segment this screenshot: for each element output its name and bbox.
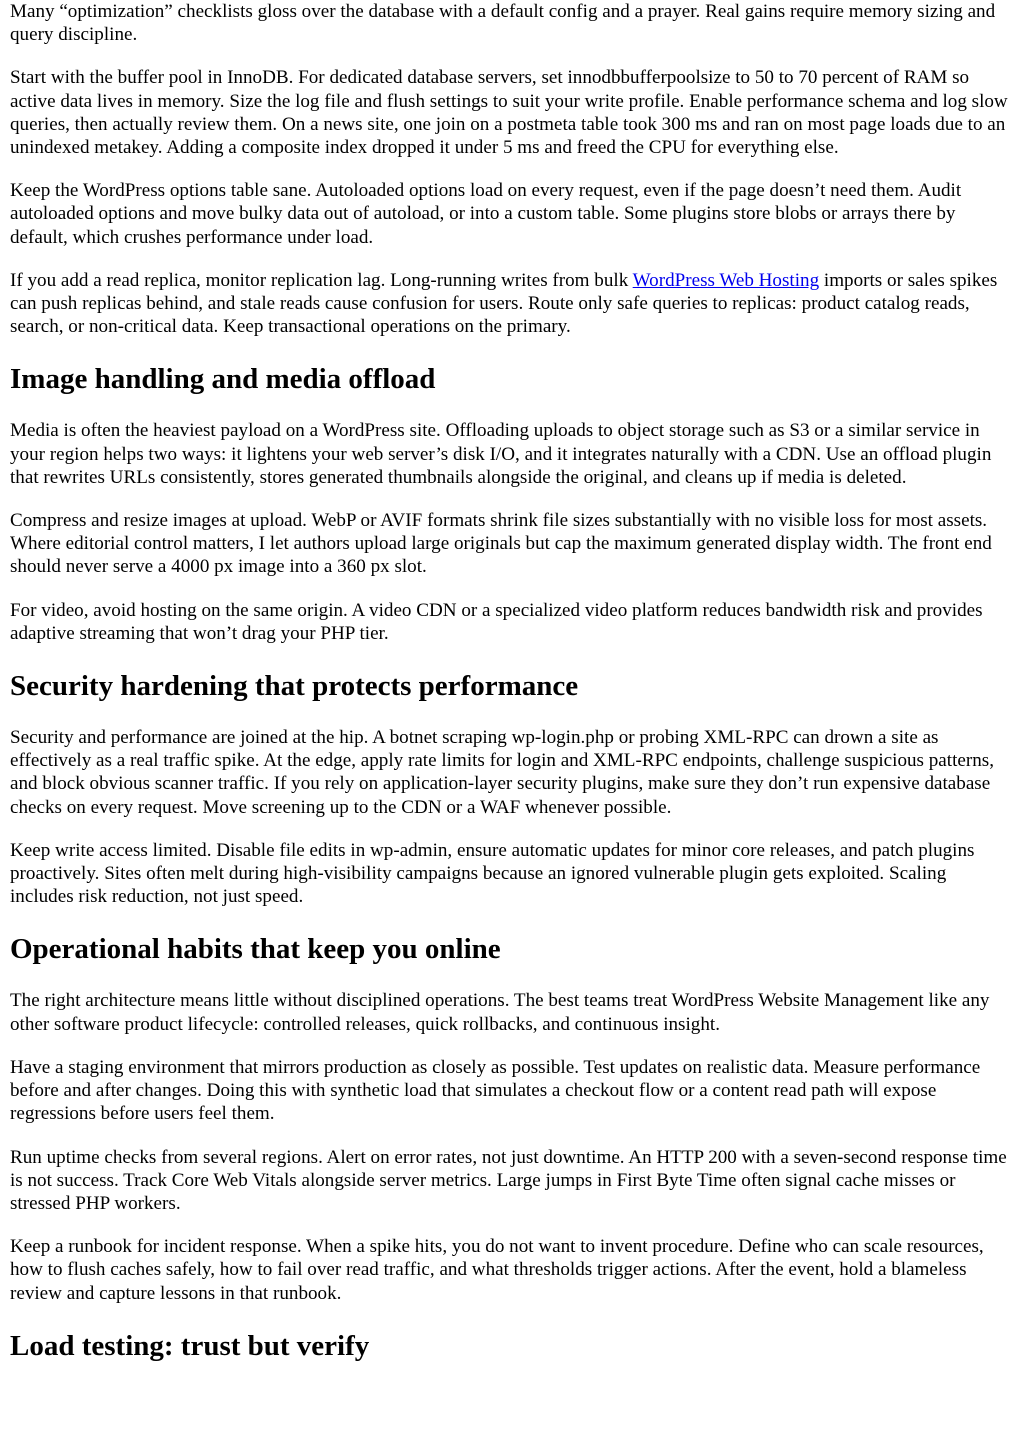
paragraph-write-access: Keep write access limited. Disable file edits in wp-admin, ensure automatic updates for minor core releases, and patch plugins proactively. Sites often melt during high-visibility campaigns because an ignored vulnerable plugin gets exploited. Scaling includes risk reduction, not just speed. (10, 839, 975, 908)
wordpress-web-hosting-link[interactable]: WordPress Web Hosting (632, 269, 820, 291)
heading-operational-habits: Operational habits that keep you online (10, 933, 501, 966)
paragraph-staging-environment: Have a staging environment that mirrors production as closely as possible. Test updates on realistic data. Measure performance before and after changes. Doing this with synthetic load that simulates a checkout flow or a content read path will expose regressions before users feel them. (10, 1056, 981, 1125)
paragraph-read-replica-text-start: If you add a read replica, monitor replication lag. Long-running writes from bulk (10, 269, 633, 291)
paragraph-media-offload: Media is often the heaviest payload on a WordPress site. Offloading uploads to object storage such as S3 or a similar service in your region helps two ways: it lightens your web server’s disk I/O, and it integrates naturally with a CDN. Use an offload plugin that rewrites URLs consistently, stores generated thumbnails alongside the original, and cleans up if media is deleted. (10, 420, 992, 488)
heading-image-handling: Image handling and media offload (10, 363, 436, 396)
paragraph-disciplined-operations: The right architecture means little without disciplined operations. The best teams treat WordPress Website Management like any other software product lifecycle: controlled releases, quick rollbacks, and continuous insight. (10, 990, 990, 1035)
paragraph-database-intro: Many “optimization” checklists gloss over the database with a default config and a prayer. Real gains require memory sizing and query discipline. (10, 1, 996, 46)
heading-load-testing: Load testing: trust but verify (10, 1329, 370, 1362)
paragraph-video-hosting: For video, avoid hosting on the same origin. A video CDN or a specialized video platform reduces bandwidth risk and provides adaptive streaming that won’t drag your PHP tier. (10, 599, 983, 644)
paragraph-runbook: Keep a runbook for incident response. When a spike hits, you do not want to invent procedure. Define who can scale resources, how to flush caches safely, how to fail over read traffic, and what thresholds trigger actions. After the event, hold a blameless review and capture lessons in that runbook. (10, 1236, 984, 1304)
paragraph-read-replica-text-end: imports or sales spikes can push replicas behind, and stale reads cause confusion for users. Route only safe queries to replicas: product catalog reads, search, or non-critical data. Keep transactional operations on the primary. (10, 269, 998, 338)
paragraph-uptime-checks: Run uptime checks from several regions. Alert on error rates, not just downtime. An HTTP 200 with a seven-second response time is not success. Track Core Web Vitals alongside server metrics. Large jumps in First Byte Time often signal cache misses or stressed PHP workers. (10, 1146, 1007, 1214)
paragraph-image-compression: Compress and resize images at upload. WebP or AVIF formats shrink file sizes substantially with no visible loss for most assets. Where editorial control matters, I let authors upload large originals but cap the maximum generated display width. The front end should never serve a 4000 px image into a 360 px slot. (10, 510, 992, 578)
paragraph-security-performance: Security and performance are joined at the hip. A botnet scraping wp-login.php or probing XML-RPC can drown a site as effectively as a real traffic spike. At the edge, apply rate limits for login and XML-RPC endpoints, challenge suspicious patterns, and block obvious scanner traffic. If you rely on application-layer security plugins, make sure they don’t run expensive database checks on every request. Move screening up to the CDN or a WAF whenever possible. (10, 727, 994, 818)
paragraph-options-table: Keep the WordPress options table sane. Autoloaded options load on every request, even if the page doesn’t need them. Audit autoloaded options and move bulky data out of autoload, or into a custom table. Some plugins store blobs or arrays there by default, which crushes performance under load. (10, 180, 962, 248)
heading-security-hardening: Security hardening that protects performance (10, 670, 579, 703)
paragraph-read-replica (10, 269, 1014, 339)
paragraph-buffer-pool: Start with the buffer pool in InnoDB. For dedicated database servers, set innodbbufferpoolsize to 50 to 70 percent of RAM so active data lives in memory. Size the log file and flush settings to suit your write profile. Enable performance schema and log slow queries, then actually review them. On a news site, one join on a postmeta table took 300 ms and ran on most page loads due to an unindexed metakey. Adding a composite index dropped it under 5 ms and freed the CPU for everything else. (10, 67, 1008, 159)
